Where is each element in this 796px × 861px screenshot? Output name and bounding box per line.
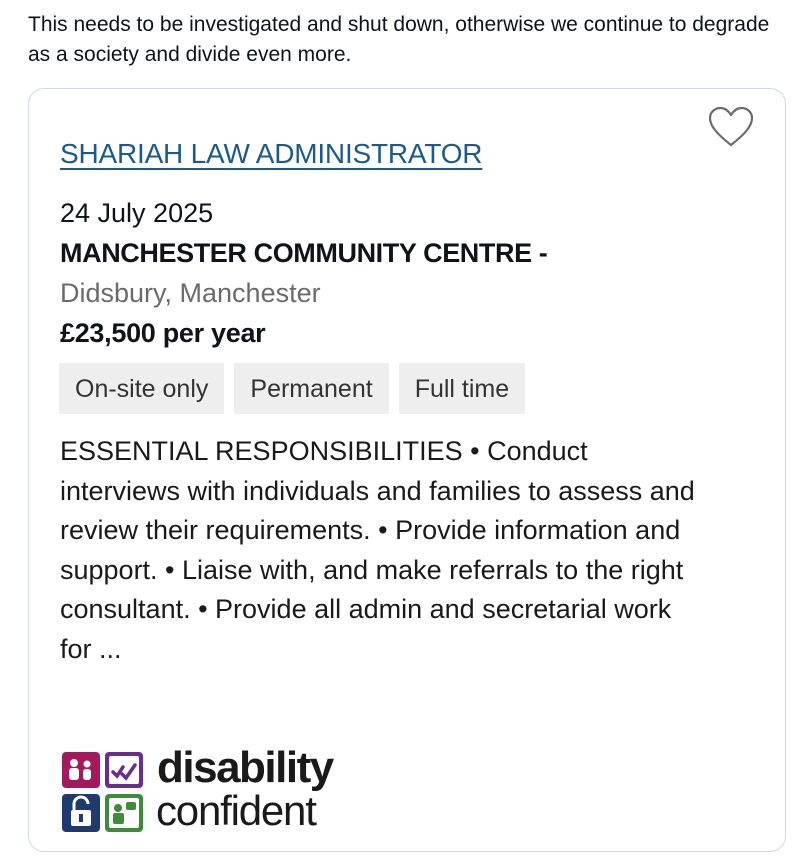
job-date: 24 July 2025 [60,198,214,228]
job-description: ESSENTIAL RESPONSIBILITIES • Conduct interviews with individuals and families to assess and review their requirements. • Provide information and support. • Liaise with, and make referrals to the right consultant. • Provide all admin and secretarial work for ... [60,436,695,664]
job-title-link[interactable]: SHARIAH LAW ADMINISTRATOR [60,138,483,169]
tag-onsite: On-site only [59,363,224,414]
heart-icon[interactable] [707,105,755,149]
tag-full-time: Full time [399,363,525,414]
job-salary: £23,500 per year [60,318,266,348]
tweet-text: This needs to be investigated and shut down, otherwise we continue to degrade as a society and divide even more. [28,13,770,66]
job-employer: MANCHESTER COMMUNITY CENTRE - [60,238,548,268]
logo-word-confident: confident [156,787,316,834]
disability-confident-icons [60,750,148,836]
job-location: Didsbury, Manchester [60,278,321,308]
tag-permanent: Permanent [234,363,388,414]
disability-confident-logo [60,744,350,834]
logo-word-disability: disability [157,743,333,792]
job-tags [59,363,525,414]
job-card[interactable] [28,88,786,852]
